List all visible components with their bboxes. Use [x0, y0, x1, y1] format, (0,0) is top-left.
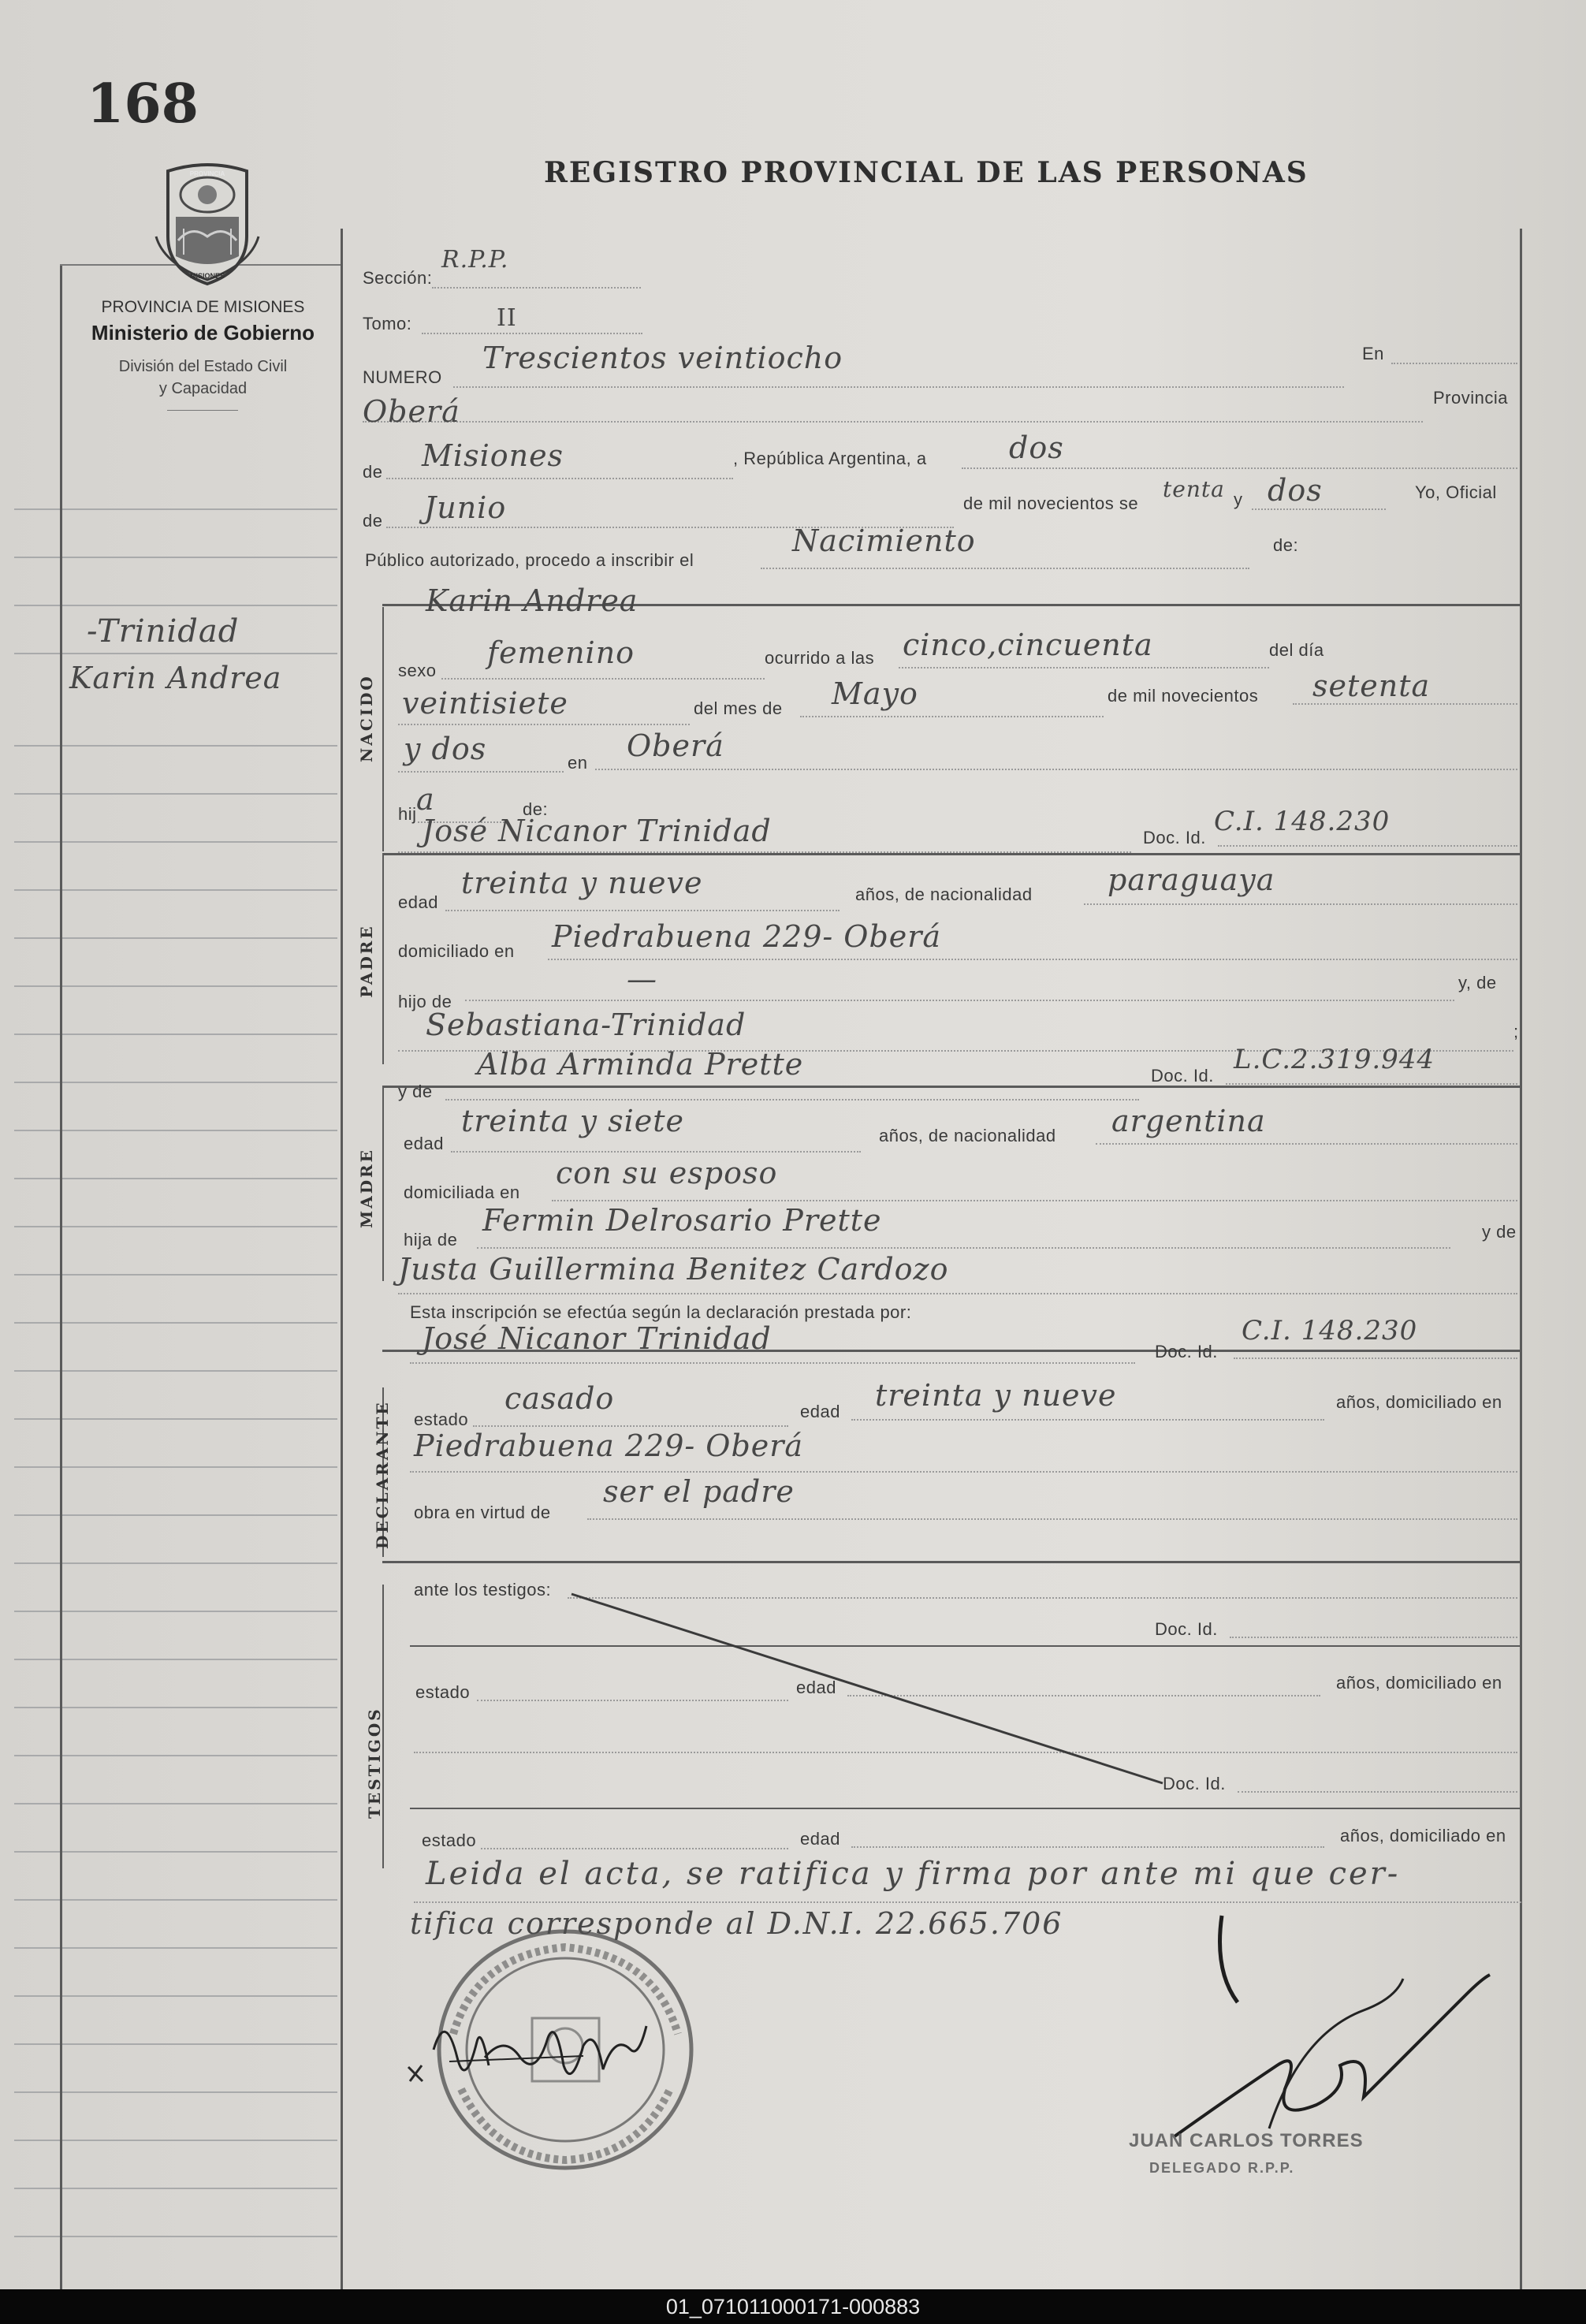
madre-yde-label: y de — [398, 1082, 433, 1101]
de-label-2: de — [363, 511, 383, 531]
mes-label: del mes de — [694, 698, 783, 718]
declarante-obra-label: obra en virtud de — [414, 1503, 551, 1522]
margin-note-surname: -Trinidad — [87, 613, 240, 650]
mil-label: de mil novecientos se — [963, 493, 1139, 513]
place-value: Oberá — [363, 394, 460, 429]
padre-dom-label: domiciliado en — [398, 941, 515, 961]
side-label-padre: PADRE — [357, 924, 376, 998]
republica-label: , República Argentina, a — [733, 449, 927, 468]
de-label-1: de — [363, 462, 383, 482]
month-value: Junio — [424, 490, 507, 525]
madre-nac-label: años, de nacionalidad — [879, 1126, 1056, 1145]
madre-doc-label: Doc. Id. — [1151, 1066, 1214, 1086]
testigo1-anios-label: años, domiciliado en — [1336, 1673, 1502, 1693]
seccion-label: Sección: — [363, 268, 433, 288]
sexo-value: femenino — [487, 635, 635, 670]
lugar-value: Oberá — [627, 728, 724, 763]
y-label: y — [1234, 490, 1243, 509]
padre-nac-value: paraguaya — [1108, 862, 1275, 897]
madre-dom-value: con su esposo — [556, 1156, 778, 1190]
madre-mother-value: Justa Guillermina Benitez Cardozo — [398, 1252, 949, 1287]
padre-doc-value: C.I. 148.230 — [1214, 806, 1391, 837]
margin-note-given-names: Karin Andrea — [69, 661, 282, 695]
declarante-edad-label: edad — [800, 1402, 840, 1421]
declarante-dom-value: Piedrabuena 229- Oberá — [414, 1428, 804, 1463]
year-value-a: tenta — [1163, 476, 1225, 502]
padre-dom-value: Piedrabuena 229- Oberá — [552, 919, 942, 954]
testigo1-estado-label: estado — [415, 1682, 471, 1702]
header-division-2: y Capacidad — [158, 380, 248, 397]
header-ministry: Ministerio de Gobierno — [91, 321, 315, 345]
testigo2-anios-label: años, domiciliado en — [1340, 1826, 1506, 1845]
padre-doc-label: Doc. Id. — [1143, 828, 1206, 847]
closing-line-2: tifica corresponde al D.N.I. 22.665.706 — [410, 1906, 1063, 1941]
padre-semicolon: ; — [1513, 1022, 1519, 1041]
nacido-de-label: de: — [523, 799, 549, 819]
declarante-anios-label: años, domiciliado en — [1336, 1392, 1502, 1412]
anio-value-2: y dos — [404, 732, 487, 766]
madre-hija-label: hija de — [404, 1230, 458, 1250]
testigo1-edad-label: edad — [796, 1678, 836, 1697]
madre-doc-value: L.C.2.319.944 — [1234, 1044, 1435, 1075]
ocurrido-label: ocurrido a las — [765, 648, 875, 668]
side-label-declarante: DECLARANTE — [373, 1400, 392, 1549]
official-stamp-name: JUAN CARLOS TORRES — [1129, 2130, 1364, 2151]
padre-yde-label: y, de — [1458, 973, 1497, 993]
seal-label-top: PROVINCIA — [189, 170, 225, 177]
madre-dom-label: domiciliada en — [404, 1182, 520, 1202]
anio-value: setenta — [1312, 669, 1431, 703]
declarante-doc-value: C.I. 148.230 — [1242, 1315, 1418, 1346]
numero-value: Trescientos veintiocho — [482, 341, 843, 375]
padre-name-value: José Nicanor Trinidad — [422, 814, 772, 848]
dia-value: veintisiete — [402, 686, 568, 721]
seal-label-bottom: MISIONES — [189, 272, 225, 280]
header-province: PROVINCIA DE MISIONES — [101, 298, 305, 316]
nacido-en-label: en — [568, 753, 588, 773]
hora-value: cinco,cincuenta — [903, 628, 1153, 662]
testigo2-doc-label: Doc. Id. — [1163, 1774, 1226, 1793]
declarante-obra-value: ser el padre — [603, 1474, 795, 1509]
declarante-doc-label: Doc. Id. — [1155, 1342, 1218, 1361]
publico-label: Público autorizado, procedo a inscribir el — [365, 550, 694, 570]
side-label-nacido: NACIDO — [357, 674, 376, 762]
padre-nac-label: años, de nacionalidad — [855, 885, 1033, 904]
madre-name-value: Alba Arminda Prette — [477, 1047, 804, 1082]
numero-label: NUMERO — [363, 367, 442, 387]
del-dia-label: del día — [1269, 640, 1324, 660]
madre-edad-label: edad — [404, 1134, 444, 1153]
testigo2-estado-label: estado — [422, 1831, 477, 1850]
madre-yde2-label: y de — [1482, 1222, 1517, 1242]
testigo2-edad-label: edad — [800, 1829, 840, 1849]
official-stamp-title: DELEGADO R.P.P. — [1149, 2160, 1295, 2176]
madre-nac-value: argentina — [1111, 1104, 1266, 1138]
document-title: REGISTRO PROVINCIAL DE LAS PERSONAS — [544, 156, 1309, 189]
year-value-b: dos — [1268, 473, 1323, 508]
hij-value: a — [416, 782, 435, 817]
declarante-edad-value: treinta y nueve — [875, 1378, 1117, 1413]
declarant-signature-icon — [402, 2002, 654, 2105]
province-value: Misiones — [422, 438, 564, 473]
hij-label: hij — [398, 804, 417, 824]
side-label-madre: MADRE — [357, 1148, 376, 1228]
tomo-label: Tomo: — [363, 314, 412, 333]
de-colon-label: de: — [1273, 535, 1299, 555]
official-signature-icon — [1167, 1908, 1498, 2152]
testigo1-doc-label: Doc. Id. — [1155, 1619, 1218, 1639]
declarante-estado-value: casado — [504, 1381, 615, 1416]
nacido-mil-label: de mil novecientos — [1108, 686, 1259, 706]
day-value: dos — [1009, 430, 1064, 465]
act-value: Nacimiento — [792, 523, 976, 558]
header-division-1: División del Estado Civil — [118, 358, 288, 375]
padre-hijo-label: hijo de — [398, 992, 452, 1011]
testigos-ante-label: ante los testigos: — [414, 1580, 552, 1600]
madre-edad-value: treinta y siete — [461, 1104, 685, 1138]
closing-line-1: Leida el acta, se ratifica y firma por ante mi que cer- — [426, 1856, 1401, 1892]
declarante-intro: Esta inscripción se efectúa según la declaración prestada por: — [410, 1302, 912, 1322]
padre-mother-value: Sebastiana-Trinidad — [426, 1007, 746, 1042]
side-label-testigos: TESTIGOS — [365, 1707, 384, 1819]
padre-edad-value: treinta y nueve — [461, 866, 703, 900]
tomo-value: II — [497, 304, 517, 332]
padre-hijo-value: — — [627, 962, 657, 996]
image-id-footer: 01_071011000171-000883 — [0, 2289, 1586, 2324]
yo-oficial-label: Yo, Oficial — [1415, 482, 1497, 502]
mes-value: Mayo — [832, 676, 918, 711]
page-number: 168 — [87, 73, 199, 136]
en-label: En — [1362, 344, 1384, 363]
declarante-name-value: José Nicanor Trinidad — [422, 1321, 772, 1356]
seccion-value: R.P.P. — [441, 246, 509, 274]
sexo-label: sexo — [398, 661, 437, 680]
declarante-estado-label: estado — [414, 1410, 469, 1429]
padre-edad-label: edad — [398, 892, 438, 912]
provincia-label: Provincia — [1433, 388, 1508, 408]
madre-father-value: Fermin Delrosario Prette — [482, 1203, 882, 1238]
nacido-name-value: Karin Andrea — [426, 583, 638, 618]
